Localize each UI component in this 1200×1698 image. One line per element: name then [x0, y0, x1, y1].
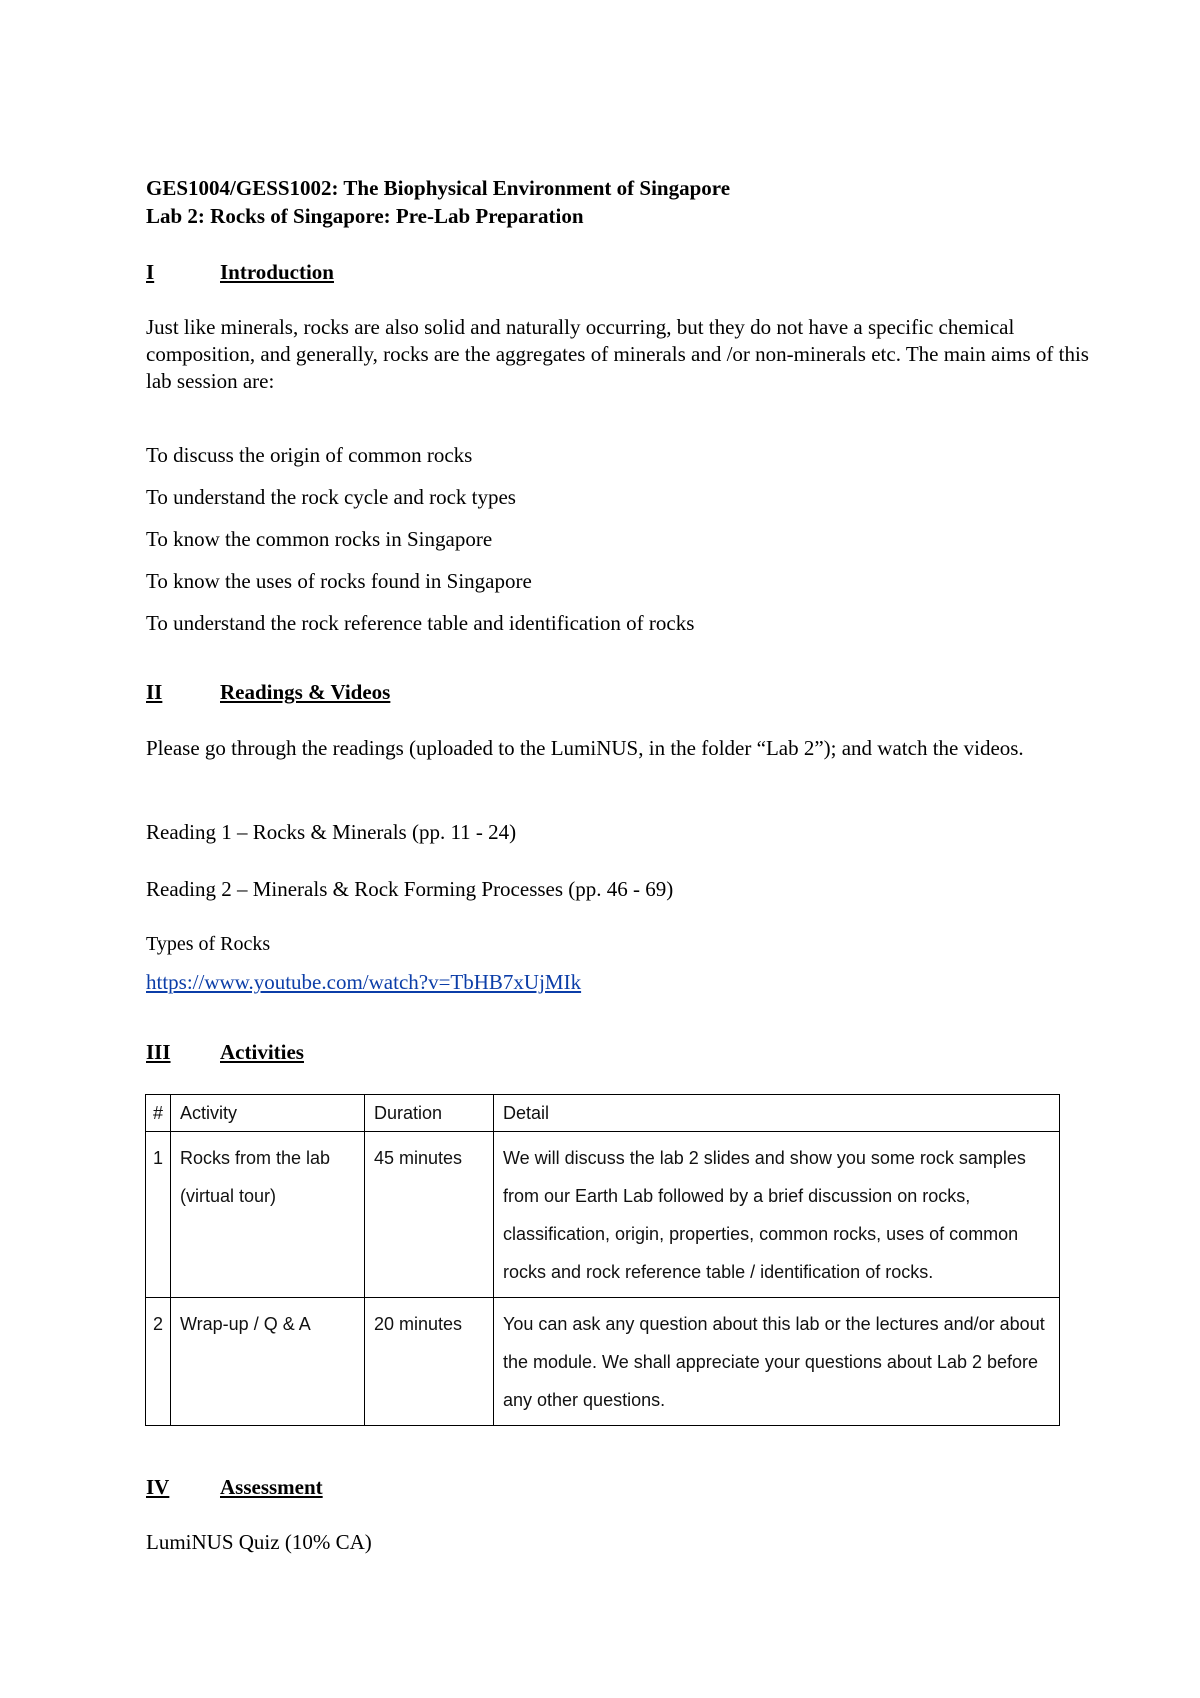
video-link[interactable]: https://www.youtube.com/watch?v=TbHB7xUjMIk — [146, 970, 582, 994]
row-number: 2 — [146, 1298, 171, 1426]
row-duration: 20 minutes — [365, 1298, 494, 1426]
aim-item: To know the uses of rocks found in Singapore — [146, 569, 532, 593]
row-activity: Rocks from the lab (virtual tour) — [171, 1132, 365, 1298]
header-activity: Activity — [171, 1095, 365, 1132]
intro-paragraph: Just like minerals, rocks are also solid and naturally occurring, but they do not have a specific chemical composition, and generally, rocks are the aggregates of minerals and /or non-minerals etc. The main aims of this lab session are: — [146, 315, 1089, 393]
section-title: Readings & Videos — [220, 680, 391, 704]
section-heading-readings — [146, 680, 390, 705]
video-title: Types of Rocks — [146, 933, 271, 955]
row-number: 1 — [146, 1132, 171, 1298]
lab-title: Lab 2: Rocks of Singapore: Pre-Lab Preparation — [146, 204, 584, 228]
section-heading-introduction — [146, 260, 334, 285]
aim-item: To understand the rock cycle and rock types — [146, 485, 516, 509]
section-title: Introduction — [220, 260, 334, 284]
aim-item: To understand the rock reference table and identification of rocks — [146, 611, 695, 635]
header-number: # — [146, 1095, 171, 1132]
header-duration: Duration — [365, 1095, 494, 1132]
row-activity: Wrap-up / Q & A — [171, 1298, 365, 1426]
section-heading-activities — [146, 1040, 304, 1065]
readings-paragraph: Please go through the readings (uploaded to the LumiNUS, in the folder “Lab 2”); and watch the videos. — [146, 736, 1024, 760]
header-detail: Detail — [494, 1095, 1060, 1132]
reading-1: Reading 1 – Rocks & Minerals (pp. 11 - 24) — [146, 820, 517, 844]
section-title: Assessment — [220, 1475, 323, 1499]
section-number: II — [146, 680, 163, 704]
table-row — [146, 1132, 1060, 1298]
table-row — [146, 1298, 1060, 1426]
aim-item: To discuss the origin of common rocks — [146, 443, 473, 467]
section-number: I — [146, 260, 155, 284]
section-heading-assessment — [146, 1475, 323, 1500]
row-detail: We will discuss the lab 2 slides and show you some rock samples from our Earth Lab followed by a brief discussion on rocks, classification, origin, properties, common rocks, uses of common rocks and rock reference table / identification of rocks. — [494, 1132, 1060, 1298]
aim-item: To know the common rocks in Singapore — [146, 527, 493, 551]
section-number: III — [146, 1040, 171, 1064]
reading-2: Reading 2 – Minerals & Rock Forming Processes (pp. 46 - 69) — [146, 877, 674, 901]
row-duration: 45 minutes — [365, 1132, 494, 1298]
assessment-text: LumiNUS Quiz (10% CA) — [146, 1530, 372, 1554]
table-header-row — [146, 1095, 1060, 1132]
section-title: Activities — [220, 1040, 304, 1064]
row-detail: You can ask any question about this lab or the lectures and/or about the module. We shall appreciate your questions about Lab 2 before any other questions. — [494, 1298, 1060, 1426]
course-title: GES1004/GESS1002: The Biophysical Environment of Singapore — [146, 176, 731, 200]
section-number: IV — [146, 1475, 170, 1499]
activities-table — [145, 1094, 1060, 1426]
